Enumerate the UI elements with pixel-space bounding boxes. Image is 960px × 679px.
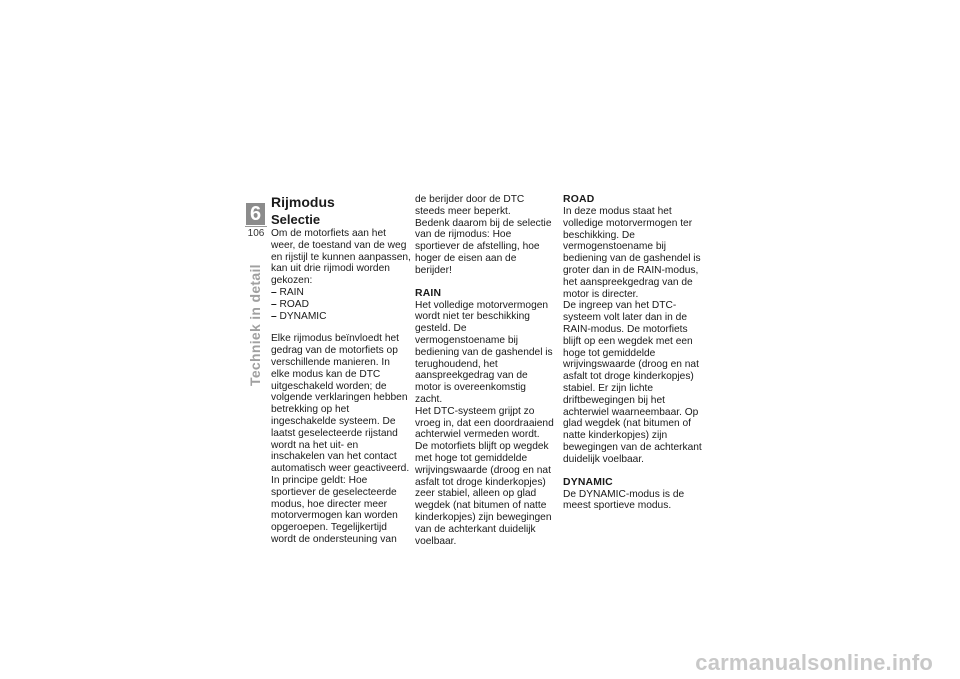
dynamic-heading: DYNAMIC — [563, 476, 613, 488]
dynamic-paragraph-1: De DYNAMIC-modus is de meest sportieve modus. — [563, 488, 685, 512]
section-subtitle: Selectie — [271, 212, 321, 227]
rain-heading: RAIN — [415, 287, 442, 299]
dash-bullet: – — [271, 298, 277, 310]
paragraph-principle: In principe geldt: Hoe sportiever de geselecteerde modus, hoe directer meer motorvermogen kan worden opgeroepen. Tegelijkertijd wordt de ondersteuning van — [271, 474, 398, 545]
mode-list — [271, 287, 411, 322]
page-number: 106 — [245, 226, 267, 239]
text-column-2 — [415, 194, 555, 547]
mode-item-label: DYNAMIC — [279, 310, 327, 322]
watermark: carmanualsonline.info — [695, 650, 933, 675]
mode-item-label: ROAD — [279, 298, 309, 310]
mode-item-label: RAIN — [279, 286, 304, 298]
paragraph-ride-behavior: Elke rijmodus beïnvloedt het gedrag van de motorfiets op verschillende manieren. In elke modus kan de DTC uitgeschakeld worden; de volgende verklaringen hebben betrekking op het ingeschakelde systeem. De laatst geselecteerde rijstand wordt na het uit- en inschakelen van het contact automatisch weer geactiveerd. — [271, 333, 410, 475]
road-heading: ROAD — [563, 194, 595, 205]
intro-paragraph: Om de motorfiets aan het weer, de toestand van de weg en rijstijl te kunnen aanpassen, kan uit drie rijmodi worden gekozen: — [271, 228, 411, 287]
text-column-1 — [271, 194, 411, 546]
list-item — [271, 311, 411, 323]
text-column-3 — [563, 194, 703, 512]
rain-paragraph-2: Het DTC-systeem grijpt zo vroeg in, dat een doordraaiend achterwiel vermeden wordt. De motorfiets blijft op wegdek met hoge tot gemiddelde wrijvingswaarde (droog en nat asfalt tot droge kinderkopjes) zeer stabiel, alleen op glad wegdek (nat bitumen of natte kinderkopjes) zijn bewegingen van de achterkant duidelijk voelbaar. — [415, 405, 554, 547]
rain-paragraph-1: Het volledige motorvermogen wordt niet ter beschikking gesteld. De vermogenstoename bij bediening van de gashendel is terughoudend, het aanspreekgedrag van de motor is overeenkomstig zacht. — [415, 299, 553, 405]
section-title: Rijmodus — [271, 194, 335, 210]
list-item — [271, 287, 411, 299]
dash-bullet: – — [271, 310, 277, 322]
paragraph-advice: Bedenk daarom bij de selectie van de rijmodus: Hoe sportiever de afstelling, hoe hoger de eisen aan de berijder! — [415, 217, 552, 276]
dash-bullet: – — [271, 286, 277, 298]
chapter-title-vertical: Techniek in detail — [247, 264, 263, 386]
road-paragraph-1: In deze modus staat het volledige motorvermogen ter beschikking. De vermogenstoename bij bediening van de gashendel is groter dan in de RAIN-modus, het aanspreekgedrag van de motor is directer. — [563, 206, 701, 300]
chapter-number-tab: 6 — [246, 203, 265, 225]
road-paragraph-2: De ingreep van het DTC-systeem volt later dan in de RAIN-modus. De motorfiets blijft op een wegdek met een hoge tot gemiddelde wrijvingswaarde (droog en nat asfalt tot droge kinderkopjes) stabiel. Er zijn lichte driftbewegingen bij het achterwiel waarneembaar. Op glad wegdek (nat bitumen of natte kinderkopjes) zijn bewegingen van de achterkant duidelijk voelbaar. — [563, 300, 702, 465]
list-item — [271, 299, 411, 311]
paragraph-continued: de berijder door de DTC steeds meer beperkt. — [415, 194, 525, 217]
